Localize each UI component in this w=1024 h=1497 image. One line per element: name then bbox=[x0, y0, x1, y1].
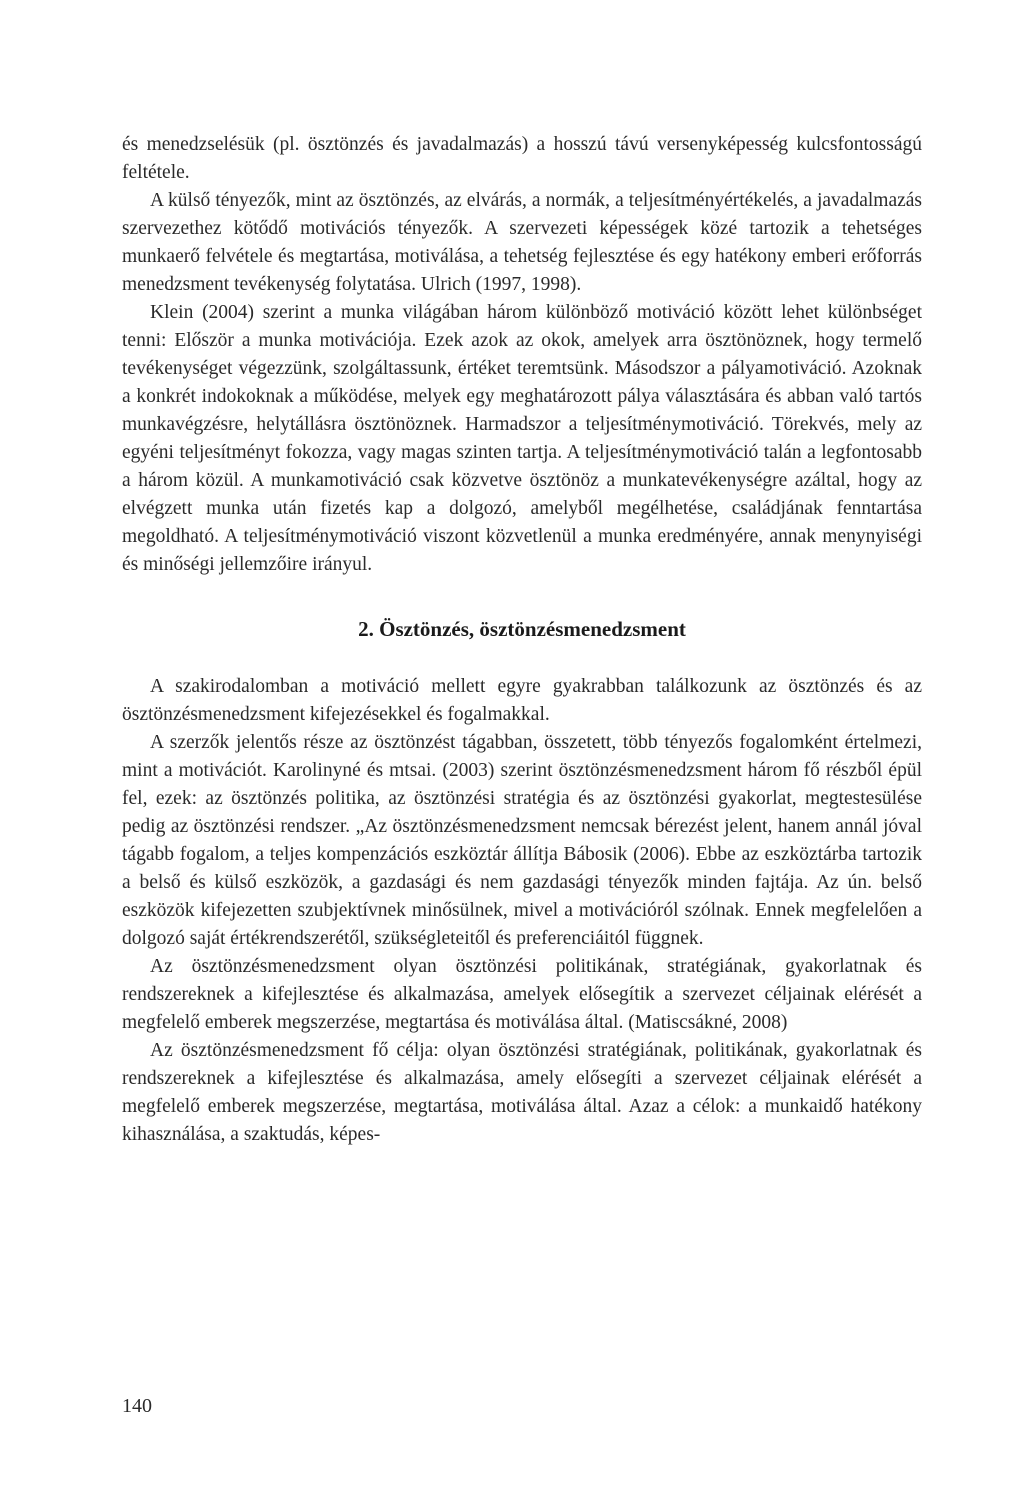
paragraph-klein: Klein (2004) szerint a munka világában három különböző motiváció között lehet különbséget tenni: Először a munka motivációja. Ezek azok az okok, amelyek arra ösztönöznek, hogy termelő tevékenységet végezzünk, szolgáltassunk, értéket teremtsünk. Másodszor a pályamotiváció. Azoknak a konkrét indokoknak a működése, melyek egy meghatározott pálya választására és abban való tartós munkavégzésre, helytállásra ösztönöznek. Harmadszor a teljesítménymotiváció. Törekvés, mely az egyéni teljesítményt fokozza, vagy magas szinten tartja. A teljesítménymotiváció talán a legfontosabb a három közül. A munkamotiváció csak közvetve ösztönöz a munkatevékenységre azáltal, hogy az elvégzett munka után fizetés kap a dolgozó, amelyből megélhetése, családjának fenntartása megoldható. A teljesítménymotiváció viszont közvetlenül a munka eredményére, annak menynyiségi és minőségi jellemzőire irányul. bbox=[122, 302, 922, 575]
paragraph-authors: A szerzők jelentős része az ösztönzést tágabban, összetett, több tényezős fogalomként értelmezi, mint a motivációt. Karolinyné és mtsai. (2003) szerint ösztönzésmenedzsment három fő részből épül fel, ezek: az ösztönzés politika, az ösztönzési stratégia és az ösztönzési gyakorlat, megtestesülése pedig az ösztönzési rendszer. „Az ösztönzésmenedzsment nemcsak bérezést jelent, hanem annál jóval tágabb fogalom, a teljes kompenzációs eszköztár állítja Bábosik (2006). Ebbe az eszköztárba tartozik a belső és külső eszközök, a gazdasági és nem gazdasági tényezők minden fajtája. Az ún. belső eszközök kifejezetten szubjektívnek minősülnek, mivel a motivációról szólnak. Ennek megfelelően a dolgozó saját értékrendszerétől, szükségleteitől és preferenciáitól függnek. bbox=[122, 732, 922, 949]
page-number: 140 bbox=[122, 1395, 152, 1417]
paragraph-external-factors: A külső tényezők, mint az ösztönzés, az elvárás, a normák, a teljesítményértékelés, a javadalmazás szervezethez kötődő motivációs tényezők. A szervezeti képességek közé tartozik a tehetséges munkaerő felvétele és megtartása, motiválása, a tehetség fejlesztése és egy hatékony emberi erőforrás menedzsment tevékenység folytatása. Ulrich (1997, 1998). bbox=[122, 190, 922, 295]
paragraph-definition: Az ösztönzésmenedzsment olyan ösztönzési politikának, stratégiának, gyakorlatnak és rendszereknek a kifejlesztése és alkalmazása, amelyek elősegítik a szervezet céljainak elérését a megfelelő emberek megszerzése, megtartása és motiválása által. (Matiscsákné, 2008) bbox=[122, 956, 922, 1033]
paragraph-main-goal: Az ösztönzésmenedzsment fő célja: olyan ösztönzési stratégiának, politikának, gyakorlatnak és rendszereknek a kifejlesztése és alkalmazása, amely elősegíti a szervezet céljainak elérését a megfelelő emberek megszerzése, megtartása, motiválása által. Azaz a célok: a munkaidő hatékony kihasználása, a szaktudás, képes- bbox=[122, 1040, 922, 1145]
page-body bbox=[122, 131, 922, 1149]
section-title: 2. Ösztönzés, ösztönzésmenedzsment bbox=[358, 617, 686, 641]
paragraph-continued: és menedzselésük (pl. ösztönzés és javadalmazás) a hosszú távú versenyképesség kulcsfontosságú feltétele. bbox=[122, 134, 922, 183]
paragraph-literature: A szakirodalomban a motiváció mellett egyre gyakrabban találkozunk az ösztönzés és az ösztönzésmenedzsment kifejezésekkel és fogalmakkal. bbox=[122, 676, 922, 725]
